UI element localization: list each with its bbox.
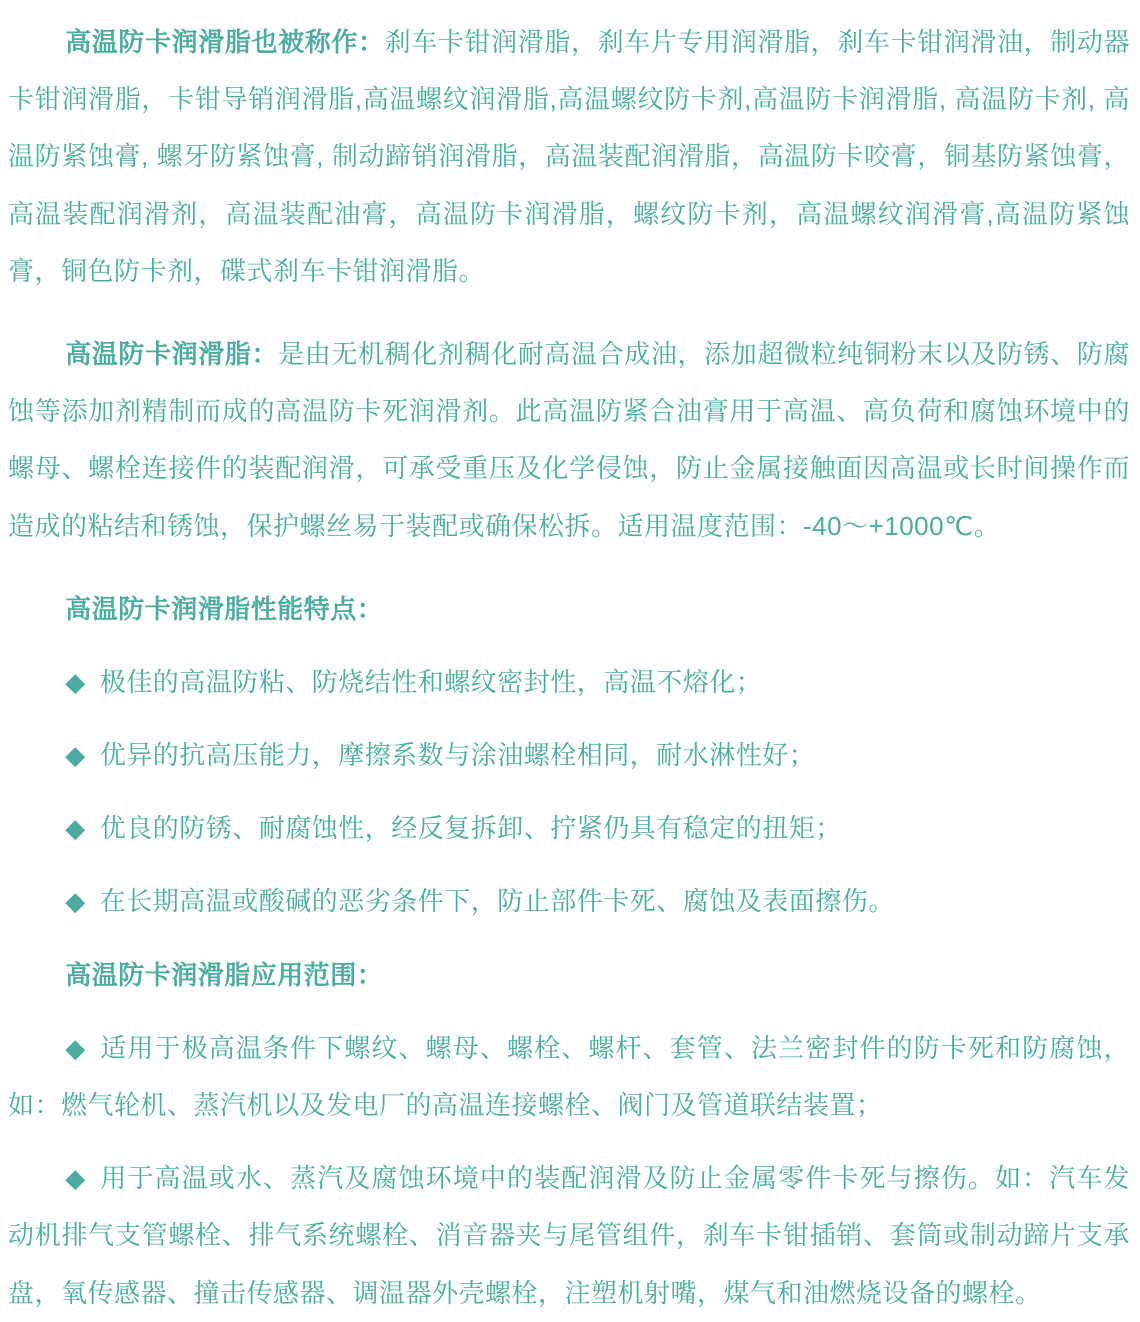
aliases-paragraph-label: 高温防卡润滑脂也被称作： <box>65 27 385 57</box>
aliases-paragraph <box>8 14 1130 300</box>
feature-item-text: 优异的抗高压能力，摩擦系数与涂油螺栓相同，耐水淋性好； <box>99 740 816 771</box>
application-item-text: 适用于极高温条件下螺纹、螺母、螺栓、螺杆、套管、法兰密封件的防卡死和防腐蚀，如：燃气轮机、蒸汽机以及发电厂的高温连接螺栓、阀门及管道联结装置； <box>8 1032 1130 1120</box>
diamond-bullet-icon: ◆ <box>65 1163 87 1194</box>
applications-heading: 高温防卡润滑脂应用范围： <box>65 959 384 990</box>
feature-item <box>8 654 1130 711</box>
diamond-bullet-icon: ◆ <box>65 1032 87 1063</box>
application-item <box>8 1150 1130 1322</box>
feature-item <box>8 727 1130 784</box>
diamond-bullet-icon: ◆ <box>65 886 86 917</box>
feature-item <box>8 873 1130 930</box>
application-item-text: 用于高温或水、蒸汽及腐蚀环境中的装配润滑及防止金属零件卡死与擦伤。如：汽车发动机排气支管螺栓、排气系统螺栓、消音器夹与尾管组件，刹车卡钳插销、套筒或制动蹄片支承盘，氧传感器、撞击传感器、调温器外壳螺栓，注塑机射嘴，煤气和油燃烧设备的螺栓。 <box>8 1163 1130 1308</box>
feature-item-text: 优良的防锈、耐腐蚀性，经反复拆卸、拧紧仍具有稳定的扭矩； <box>99 813 842 844</box>
feature-item <box>8 800 1130 857</box>
aliases-paragraph-text: 刹车卡钳润滑脂，刹车片专用润滑脂，刹车卡钳润滑油，制动器卡钳润滑脂，卡钳导销润滑脂,高温螺纹润滑脂,高温螺纹防卡剂,高温防卡润滑脂, 高温防卡剂, 高温防紧蚀膏, 螺牙防紧蚀膏, 制动蹄销润滑脂，高温装配润滑脂，高温防卡咬膏，铜基防紧蚀膏，高温装配润滑剂，高温装配油膏，高温防卡润滑脂，螺纹防卡剂，高温螺纹润滑膏,高温防紧蚀膏，铜色防卡剂，碟式刹车卡钳润滑脂。 <box>8 27 1130 286</box>
application-item <box>8 1020 1130 1134</box>
feature-item-text: 在长期高温或酸碱的恶劣条件下，防止部件卡死、腐蚀及表面擦伤。 <box>99 886 895 917</box>
feature-item-text: 极佳的高温防粘、防烧结性和螺纹密封性，高温不熔化； <box>99 666 763 697</box>
definition-paragraph <box>8 326 1130 555</box>
definition-paragraph-label: 高温防卡润滑脂： <box>65 338 279 369</box>
features-heading: 高温防卡润滑脂性能特点： <box>65 593 384 624</box>
diamond-bullet-icon: ◆ <box>65 666 86 697</box>
diamond-bullet-icon: ◆ <box>65 740 86 771</box>
definition-paragraph-text: 是由无机稠化剂稠化耐高温合成油，添加超微粒纯铜粉末以及防锈、防腐蚀等添加剂精制而成的高温防卡死润滑剂。此高温防紧合油膏用于高温、高负荷和腐蚀环境中的螺母、螺栓连接件的装配润滑，可承受重压及化学侵蚀，防止金属接触面因高温或长时间操作而造成的粘结和锈蚀，保护螺丝易于装配或确保松拆。适用温度范围：-40～+1000℃。 <box>8 338 1130 541</box>
diamond-bullet-icon: ◆ <box>65 813 86 844</box>
